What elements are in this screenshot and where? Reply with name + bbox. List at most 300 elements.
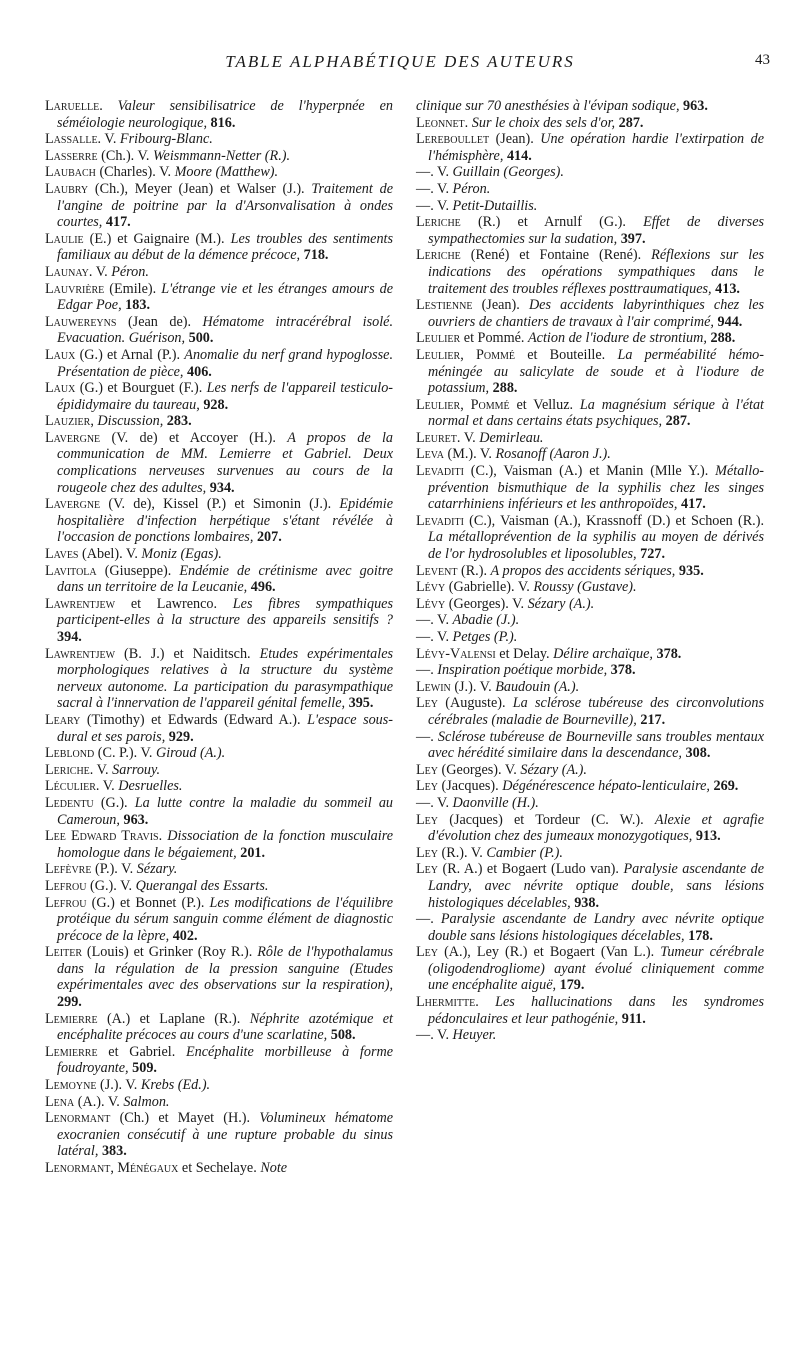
entry-title: La magnésium sérique à l'état normal et dans certains états psychiques, [428,396,765,430]
entry-title: Petit-Dutaillis. [452,197,538,214]
entry-reference: (Emile). [109,280,157,297]
entry-reference: (Abel). V. [82,546,138,563]
entry-title: Action de l'iodure de strontium, [528,330,707,347]
entry-author: Leriche. [45,761,94,778]
entry-title: Baudouin (A.). [495,678,580,695]
entry-reference: (P.). V. [95,861,134,878]
entry-author: Lawrentjew [45,595,116,612]
entry-author: Leva [416,446,444,463]
entry-reference: (G.) et Bourguet (F.). [79,380,203,397]
entry-author: Lewin [416,678,451,695]
entry-reference: (Jean de). [127,313,192,330]
entry-title: L'espace sous-dural et ses parois, [57,711,394,745]
index-entry [416,513,764,563]
entry-title: Giroud (A.). [155,745,226,762]
entry-reference: (C.), Vaisman (A.), Krassnoff (D.) et Schoen (R.). [469,512,764,529]
entry-author: —. [416,662,434,679]
entry-reference: V. [102,778,115,795]
index-entry [45,944,393,1010]
entry-page-number: 508. [330,1027,356,1044]
index-entry [45,1094,393,1111]
entry-page-number: 944. [717,313,743,330]
entry-title: Traitement de l'angine de poitrine par la d'Arsonvalisation à ondes courtes, [57,180,393,231]
index-entry [416,729,764,762]
entry-title: Tumeur cérébrale (oligodendrogliome) ayant évolué cliniquement comme une encéphalite aiguë, [428,944,764,994]
entry-page-number: 414. [506,147,532,164]
entry-title: Rôle de l'hypothalamus dans la régulation de la pression sanguine (Etudes expérimentales avec des observations sur la respiration), [57,944,393,994]
index-entry [45,895,393,945]
entry-title: Fribourg-Blanc. [119,131,213,148]
entry-title: Demirleau. [479,429,544,446]
entry-title: Dissociation de la fonction musculaire homologue dans le bégaiement, [57,828,394,861]
index-entry [416,181,764,198]
index-entry [45,347,393,380]
entry-author: Lefrou [45,894,87,911]
entry-page-number: 417. [105,214,131,231]
entry-author: Ledentu [45,794,94,811]
entry-author: Ley [416,861,438,878]
entry-page-number: 378. [656,645,682,662]
index-entry [45,98,393,131]
entry-author: Lena [45,1093,75,1110]
entry-author: Launay. [45,263,93,280]
entry-title: Délire archaïque, [553,645,653,662]
index-entry [45,546,393,563]
index-entry [45,745,393,762]
entry-page-number: 963. [683,98,708,114]
entry-page-number: 183. [125,297,150,314]
entry-reference: (Gabrielle). V. [448,579,530,596]
index-entry [45,795,393,828]
entry-title: Volumineux hématome exocranien consécutif à une rupture probable du sinus latéral, [57,1110,394,1160]
entry-author: Lee Edward Travis. [45,828,163,845]
index-entry [416,579,764,596]
index-entry [416,164,764,181]
index-entry [45,762,393,779]
entry-reference: (M.). V. [447,446,492,463]
entry-page-number: 178. [688,927,713,944]
entry-author: Leulier, Pommé [416,396,510,413]
entry-author: Lavitola [45,562,97,579]
entry-author: Lauwereyns [45,313,117,330]
index-entry [45,231,393,264]
index-entry [45,164,393,181]
entry-author: Lauzier, [45,413,94,430]
index-entry [416,679,764,696]
index-entry [45,1160,393,1177]
entry-author: Léculier. [45,778,100,795]
index-entry [45,181,393,231]
entry-page-number: 718. [303,247,329,264]
entry-reference: (Timothy) et Edwards (Edward A.). [86,711,301,728]
entry-title: Sur le choix des sels d'or, [471,114,616,131]
entry-title: Epidémie hospitalière d'infection herpétique s'étant révélée à l'occasion de ponctions lombaires, [57,496,393,546]
index-entry [416,347,764,397]
entry-title: Paralysie ascendante de Landry avec névrite optique double sans lésions histologiques décelables, [428,911,764,944]
entry-reference: V. [437,629,449,645]
entry-title: Les hallucinations dans les syndromes pédonculaires et leur pathogénie, [428,994,764,1027]
entry-author: Lefèvre [45,861,92,878]
entry-author: —. [416,1027,434,1044]
entry-reference: (A.). V. [77,1093,120,1110]
entry-reference: et Lawrenco. [130,595,218,612]
entry-page-number: 179. [559,977,585,994]
entry-title: La sclérose tubéreuse des circonvolutions cérébrales (maladie de Bourneville), [428,695,765,728]
entry-page-number: 417. [681,496,706,513]
entry-author: Lawrentjew [45,645,116,662]
entry-author: Leriche [416,214,461,231]
entry-page-number: 727. [640,546,665,563]
entry-page-number: 207. [256,529,282,546]
entry-page-number: 500. [188,330,214,347]
index-entry [416,646,764,663]
entry-page-number: 963. [123,811,149,828]
index-entry [416,214,764,247]
index-entry [416,297,764,330]
entry-title: Sézary. [136,861,178,878]
entry-author: Lenormant [45,1110,111,1127]
entry-reference: (E.) et Gaignaire (M.). [89,230,225,247]
index-entry [416,812,764,845]
entry-title: Valeur sensibilisatrice de l'hyperpnée en séméiologie neurologique, [57,98,393,131]
entry-author: Leulier [416,330,461,347]
entry-page-number: 816. [210,114,236,131]
entry-author: —. [416,164,434,181]
entry-reference: (R. A.) et Bogaert (Ludo van). [442,861,619,878]
entry-title: Petges (P.). [452,629,518,645]
entry-reference: (G.) et Arnal (P.). [79,346,181,363]
entry-reference: V. [437,164,449,181]
entry-author: Leblond [45,745,95,762]
entry-reference: V. [437,794,449,811]
entry-page-number: 288. [710,330,736,347]
entry-reference: (Ch.) et Mayet (H.). [119,1110,251,1127]
entry-reference: (R.). V. [441,844,483,861]
index-entry [416,446,764,463]
entry-title: Salmon. [123,1093,170,1110]
entry-page-number: 929. [168,728,194,745]
index-entry [416,762,764,779]
entry-page-number: 496. [250,579,276,596]
entry-author: Laves [45,546,79,563]
index-entry [45,148,393,165]
entry-author: Lévy [416,579,446,596]
index-entry [45,264,393,281]
entry-title: Sézary (A.). [520,761,587,778]
entry-author: —. [416,911,434,928]
entry-reference: (G.). V. [90,877,133,894]
entry-title: La lutte contre la maladie du sommeil au Cameroun, [57,794,394,828]
index-entry [45,413,393,430]
entry-title: Heuyer. [452,1027,497,1044]
index-entry [45,1011,393,1044]
right-column [416,98,764,1044]
index-entry [416,430,764,447]
entry-title: Moniz (Egas). [141,546,222,563]
entry-author: Ley [416,778,438,795]
entry-page-number: 934. [209,479,235,496]
entry-reference: et Pommé. [463,330,525,347]
entry-author: Leonnet. [416,114,469,131]
entry-reference: (B. J.) et Naiditsch. [124,645,251,662]
entry-reference: (Jean). [481,297,520,314]
index-entry [416,397,764,430]
entry-author: Lauvrière [45,280,105,297]
entry-reference: (R.). [460,562,487,579]
entry-title: Discussion, [97,413,164,430]
entry-reference: (J.). V. [100,1077,138,1094]
entry-page-number: 413. [715,280,740,297]
entry-author: Leiter [45,944,82,961]
entry-author: Laubry [45,180,89,197]
entry-reference: (Ch.). V. [101,147,150,164]
entry-title: Sarrouy. [112,761,161,778]
entry-reference: (Georges). V. [448,595,525,612]
entry-author: Ley [416,811,438,828]
entry-reference: et Delay. [499,645,550,662]
index-entry [45,596,393,646]
index-entry [416,911,764,944]
entry-reference: V. [104,131,117,148]
index-entry [45,712,393,745]
index-entry [416,198,764,215]
entry-author: Laubach [45,164,96,181]
entry-title: Endémie de crétinisme avec goitre dans un territoire de la Leucanie, [57,562,393,596]
entry-reference: (Georges). V. [441,761,517,778]
entry-page-number: 288. [492,380,518,397]
entry-reference: (Giuseppe). [104,562,172,579]
entry-author: —. [416,728,434,745]
entry-reference: (Louis) et Grinker (Roy R.). [86,944,253,961]
entry-reference: (R.) et Arnulf (G.). [477,214,626,231]
entry-title: Weismmann-Netter (R.). [153,147,291,164]
entry-reference: V. [437,180,449,197]
entry-author: —. [416,629,434,645]
entry-reference: (Jacques). [441,778,499,795]
entry-title: Dégénérescence hépato-lenticulaire, [502,778,710,795]
entry-page-number: 911. [621,1010,646,1027]
index-entry [45,314,393,347]
entry-page-number: 269. [713,778,739,795]
entry-author: Lemierre [45,1043,98,1060]
entry-reference: et Sechelaye. [181,1160,257,1176]
entry-reference: (C.), Vaisman (A.) et Manin (Mlle Y.). [470,463,709,480]
entry-author: —. [416,180,434,197]
entry-author: Ley [416,695,438,712]
entry-title: Inspiration poétique morbide, [437,662,608,679]
entry-title: Les fibres sympathiques participent-elles à la structure des appareils sensitifs ? [57,595,393,629]
entry-reference: et Gabriel. [108,1043,176,1060]
entry-reference: (C. P.). V. [97,745,153,762]
index-entry [45,563,393,596]
entry-title: A propos des accidents sériques, [490,562,676,579]
entry-title: Sézary (A.). [527,595,595,612]
entry-author: Leuret. [416,429,461,446]
index-entry [45,828,393,861]
entry-author: Lefrou [45,877,87,894]
entry-title: Anomalie du nerf grand hypoglosse. Présentation de pièce, [57,346,394,380]
entry-author: Laulie [45,230,84,247]
entry-title: Sclérose tubéreuse de Bourneville sans troubles mentaux avec hérédité similaire dans la descendance, [428,728,765,762]
entry-author: Lavergne [45,496,101,513]
entry-author: Ley [416,944,438,961]
entry-page-number: 217. [640,711,666,728]
index-entry [416,131,764,164]
entry-author: Lasserre [45,147,98,164]
entry-title: Péron. [452,180,491,197]
entry-reference: V. [437,1027,449,1044]
entry-author: Lenormant, Ménégaux [45,1160,179,1176]
entry-page-number: 395. [348,695,374,712]
entry-page-number: 299. [57,994,82,1011]
index-entry [45,1110,393,1160]
index-entry [45,281,393,314]
entry-reference: (René) et Fontaine (René). [470,247,642,264]
entry-reference: (Auguste). [445,695,506,712]
entry-page-number: 201. [240,844,266,861]
entry-reference: (Jean). [495,131,534,148]
entry-reference: (Ch.), Meyer (Jean) et Walser (J.). [94,180,305,197]
entry-title: Effet de diverses sympathectomies sur la sudation, [428,214,765,247]
index-entry [416,563,764,580]
entry-title: Rosanoff (Aaron J.). [495,446,611,463]
index-entry [416,115,764,132]
entry-title: Les nerfs de l'appareil testiculo-épididymaire du taureau, [57,380,394,413]
entry-author: Lemoyne [45,1077,97,1094]
index-entry [45,496,393,546]
entry-title: Krebs (Ed.). [140,1077,211,1094]
index-entry [45,861,393,878]
entry-author: —. [416,794,434,811]
entry-page-number: 406. [187,363,212,380]
entry-page-number: 283. [166,413,192,430]
entry-author: —. [416,612,434,629]
entry-reference: (J.). V. [454,678,492,695]
entry-title: Encéphalite morbilleuse à forme foudroyante, [57,1043,394,1077]
entry-title: Guillain (Georges). [452,164,564,181]
index-entry [45,1044,393,1077]
entry-author: Lemierre [45,1010,98,1027]
entry-author: Leriche [416,247,461,264]
entry-title: La métalloprévention de la syphilis au moyen de dérivés de l'or hydrosolubles et liposolubles, [428,529,764,563]
page-header [0,52,800,80]
index-entry [416,994,764,1027]
entry-reference: (A.) et Laplane (R.). [106,1010,241,1027]
index-entry [416,629,764,646]
entry-reference: V. [437,612,449,629]
entry-author: Laux [45,380,76,397]
entry-reference: (V. de) et Accoyer (H.). [111,429,276,446]
entry-reference: (G.). [100,794,128,811]
entry-title: Desruelles. [118,778,183,795]
entry-title: Cambier (P.). [486,844,563,861]
entry-reference: V. [437,197,449,214]
entry-author: Leary [45,711,81,728]
entry-reference: et Bouteille. [527,346,606,363]
entry-reference: (Charles). V. [99,164,172,181]
entry-title: A propos de la communication de MM. Lemierre et Gabriel. Deux complications nerveuses survenues au cours de la rougeole chez des adultes, [57,429,394,496]
entry-author: Laux [45,346,76,363]
entry-author: Ley [416,844,438,861]
entry-page-number: 913. [695,828,721,845]
entry-page-number: 287. [665,413,691,430]
entry-page-number: 938. [574,894,600,911]
entry-title: Métallo-prévention bismuthique de la syphilis chez les singes catarrhiniens inférieurs et les anthropoïdes, [428,463,765,513]
entry-reference: (A.), Ley (R.) et Bogaert (Van L.). [444,944,655,961]
index-entry [45,1077,393,1094]
entry-page-number: 509. [132,1060,157,1077]
entry-title: Les modifications de l'équilibre protéique du sérum sanguin comme élément de diagnostic précoce de la lèpre, [57,894,394,944]
index-entry [416,463,764,513]
index-entry [416,247,764,297]
entry-reference: et Velluz. [516,396,574,413]
entry-page-number: 397. [620,230,646,247]
entry-author: Levaditi [416,512,464,529]
entry-title: Péron. [111,263,149,280]
index-entry [416,795,764,812]
entry-title: Querangal des Essarts. [135,877,269,894]
entry-title: clinique sur 70 anesthésies à l'évipan sodique, [416,98,680,114]
index-entry [416,330,764,347]
entry-title: La perméabilité hémo-méningée au salicylate de soude et à l'iodure de potassium, [428,346,765,397]
entry-title: Paralysie ascendante de Landry, avec névrite optique double, sans lésions histologiques décelables, [428,861,764,911]
entry-reference: (Jacques) et Tordeur (C. W.). [449,811,644,828]
index-entry [45,778,393,795]
index-entry [416,612,764,629]
index-entry [416,1027,764,1044]
index-entry [416,662,764,679]
entry-page-number: 928. [203,396,229,413]
entry-page-number: 287. [618,114,644,131]
index-entry [416,98,764,115]
entry-title: Réflexions sur les indications des opérations sympathiques dans le traitement des troubles réflexes posttraumatiques, [428,247,765,297]
entry-author: Leulier, Pommé [416,346,515,363]
entry-title: Daonville (H.). [452,794,539,811]
entry-title: Une opération hardie l'extirpation de l'hémisphère, [428,131,764,164]
entry-title: Des accidents labyrinthiques chez les ouvriers de chantiers de travaux à l'air comprimé, [428,297,765,330]
index-entry [416,778,764,795]
entry-title: Alexie et agrafie d'évolution chez des jumeaux monozygotiques, [428,811,765,845]
index-entry [45,430,393,496]
entry-page-number: 383. [101,1143,127,1160]
entry-author: Levaditi [416,463,464,480]
index-entry [416,861,764,911]
entry-title: Abadie (J.). [452,612,520,629]
entry-page-number: 394. [57,629,82,645]
index-entry [45,131,393,148]
entry-title: Néphrite azotémique et encéphalite précoces au cours d'une scarlatine, [57,1010,393,1044]
entry-title: Les troubles des sentiments familiaux au début de la démence précoce, [57,230,394,264]
index-entry [45,646,393,712]
index-entry [416,695,764,728]
entry-page-number: 308. [685,745,711,762]
entry-title: Roussy (Gustave). [533,579,637,596]
entry-reference: (V. de), Kissel (P.) et Simonin (J.). [108,496,332,513]
index-entry [45,380,393,413]
entry-page-number: 402. [172,927,198,944]
entry-author: Ley [416,761,438,778]
page-number: 43 [755,52,770,68]
entry-author: Lassalle. [45,131,102,148]
entry-title: Hématome intracérébral isolé. Evacuation. Guérison, [57,313,393,347]
entry-author: Levent [416,562,458,579]
entry-author: Lereboullet [416,131,490,148]
entry-reference: (G.) et Bonnet (P.). [91,894,205,911]
entry-author: Lévy [416,595,446,612]
left-column [45,98,393,1177]
index-entry [416,596,764,613]
entry-title: Etudes expérimentales morphologiques relatives à la structure du système nerveux autonome. La participation du parasympathique sacral à l'innervation de l'appareil génital femelle, [57,645,394,712]
